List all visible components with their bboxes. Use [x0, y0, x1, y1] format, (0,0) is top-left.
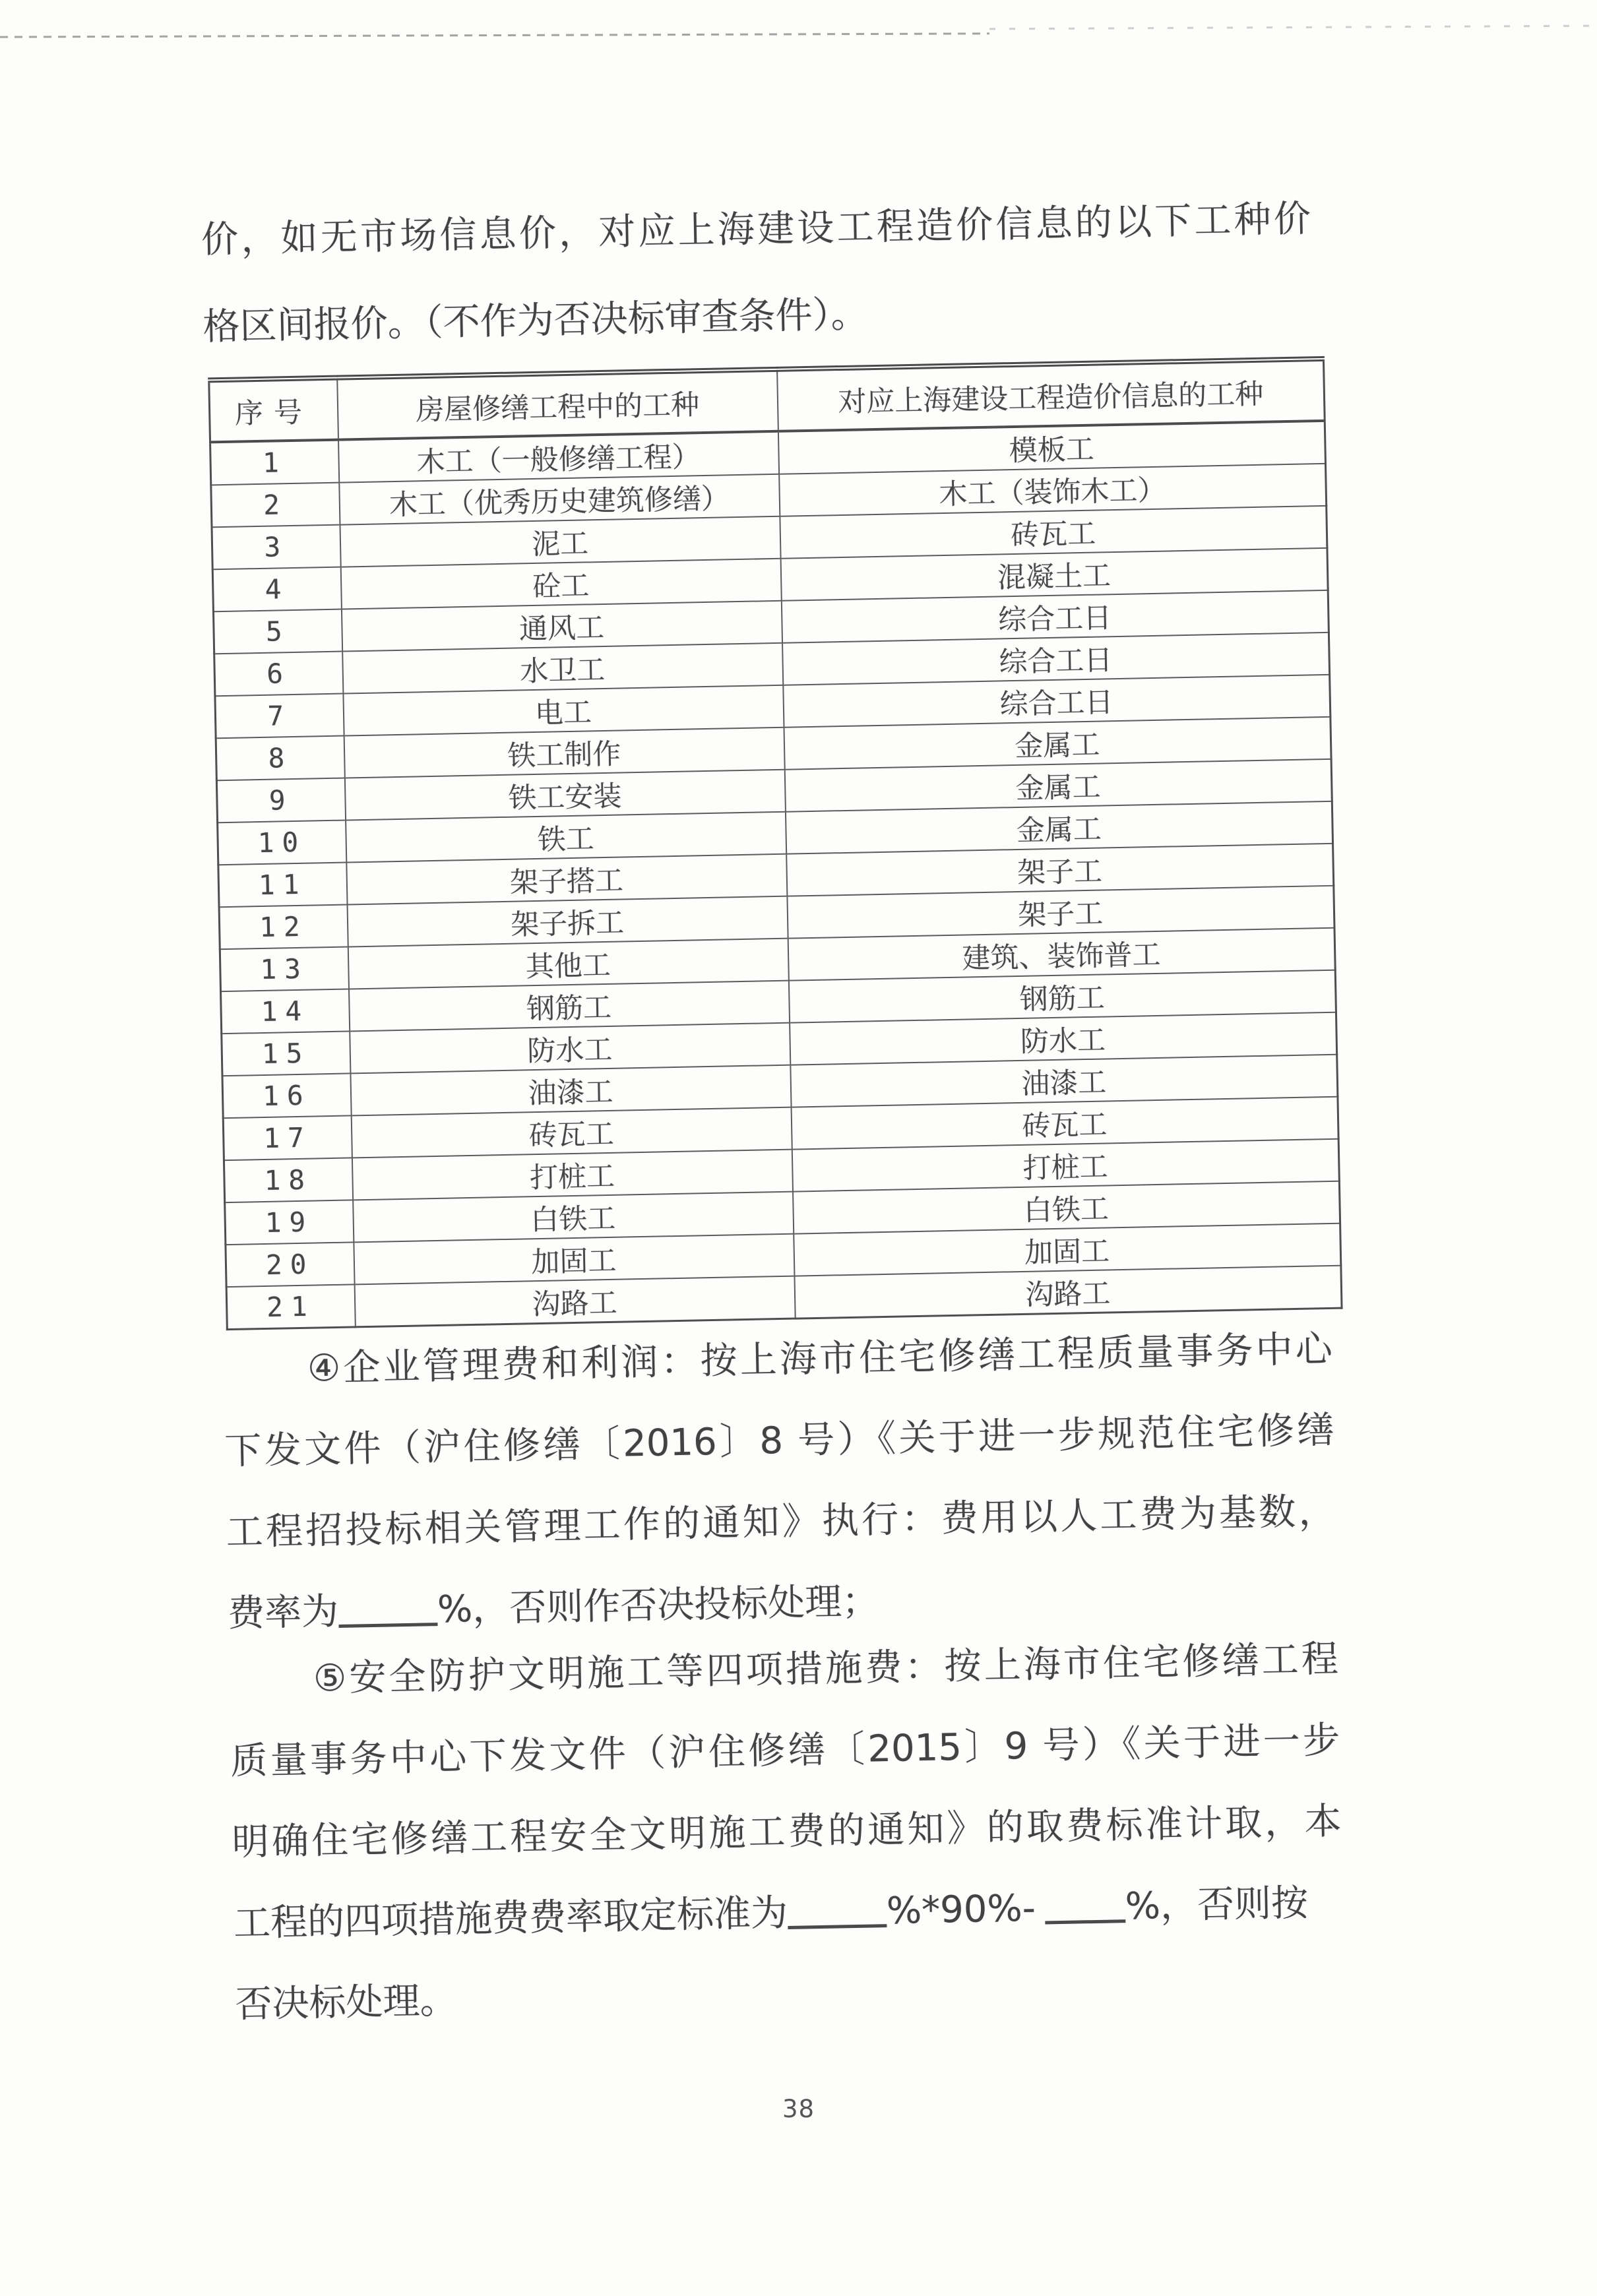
trade-mapping-table — [208, 356, 1342, 1330]
cost-info-trade-cell: 架子工 — [786, 844, 1334, 896]
repair-trade-cell: 砖瓦工 — [351, 1107, 792, 1158]
repair-trade-cell: 砼工 — [340, 559, 781, 609]
row-number: 6 — [214, 652, 343, 697]
repair-trade-cell: 水卫工 — [342, 643, 783, 694]
row-number: 21 — [226, 1284, 355, 1329]
row-number: 16 — [222, 1073, 351, 1118]
row-number: 13 — [220, 946, 348, 991]
repair-trade-cell: 木工（优秀历史建筑修缮） — [339, 474, 780, 525]
para5-line-2: 质量事务中心下发文件（沪住修缮〔2015〕9 号）《关于进一步 — [230, 1718, 1340, 1784]
row-number: 15 — [222, 1031, 350, 1076]
row-number: 3 — [212, 525, 340, 570]
cost-info-trade-cell: 砖瓦工 — [791, 1097, 1338, 1150]
repair-trade-cell: 加固工 — [354, 1234, 794, 1285]
paragraph-4 — [222, 1309, 1338, 1654]
para5-line4-pre: 工程的四项措施费费率取定标准为 — [233, 1891, 788, 1946]
repair-trade-cell: 打桩工 — [352, 1150, 792, 1200]
repair-trade-cell: 泥工 — [340, 516, 780, 567]
repair-trade-cell: 其他工 — [348, 939, 788, 989]
row-number: 4 — [212, 567, 341, 612]
repair-trade-cell: 电工 — [343, 685, 784, 736]
cost-info-trade-cell: 沟路工 — [794, 1266, 1342, 1319]
row-number: 14 — [221, 989, 350, 1034]
fill-in-blank-measure-rate-2 — [1044, 1885, 1125, 1924]
intro-line-2: 格区间报价。（不作为否决标审查条件）。 — [203, 293, 869, 349]
repair-trade-cell: 防水工 — [350, 1023, 790, 1074]
intro-paragraph — [201, 175, 1313, 371]
row-number: 19 — [225, 1200, 354, 1245]
cost-info-trade-cell: 白铁工 — [793, 1181, 1340, 1234]
repair-trade-cell: 铁工 — [346, 812, 786, 863]
repair-trade-cell: 架子拆工 — [347, 896, 788, 947]
para5-line-1: ⑤安全防护文明施工等四项措施费：按上海市住宅修缮工程 — [313, 1637, 1339, 1700]
header-seq-number: 序号 — [209, 378, 338, 443]
cost-info-trade-cell: 木工（装饰木工） — [779, 464, 1327, 516]
repair-trade-cell: 白铁工 — [353, 1192, 794, 1243]
cost-info-trade-cell: 综合工日 — [781, 590, 1329, 643]
para4-line-2: 下发文件（沪住修缮〔2016〕8 号）《关于进一步规范住宅修缮 — [224, 1408, 1334, 1474]
row-number: 8 — [216, 736, 344, 781]
header-repair-trade: 房屋修缮工程中的工种 — [337, 369, 778, 440]
repair-trade-cell: 铁工安装 — [344, 770, 785, 821]
cost-info-trade-cell: 金属工 — [785, 801, 1332, 854]
repair-trade-cell: 通风工 — [341, 601, 782, 652]
row-number: 1 — [210, 440, 339, 485]
cost-info-trade-cell: 金属工 — [784, 759, 1332, 812]
repair-trade-cell: 钢筋工 — [348, 981, 789, 1032]
trade-table-body — [210, 421, 1342, 1330]
repair-trade-cell: 架子搭工 — [346, 854, 787, 905]
row-number: 17 — [223, 1115, 352, 1160]
row-number: 5 — [213, 609, 342, 654]
cost-info-trade-cell: 模板工 — [778, 421, 1325, 474]
fill-in-blank-measure-rate-1 — [787, 1890, 887, 1929]
para4-line4-post: %，否则作否决投标处理； — [437, 1580, 879, 1632]
para5-line-3: 明确住宅修缮工程安全文明施工费的通知》的取费标准计取，本 — [232, 1799, 1342, 1865]
para5-line4-mid: %*90%- — [886, 1886, 1036, 1933]
row-number: 2 — [211, 483, 340, 528]
para4-line-1: ④企业管理费和利润：按上海市住宅修缮工程质量事务中心 — [307, 1327, 1333, 1390]
para5-line-5: 否决标处理。 — [234, 1979, 458, 2027]
cost-info-trade-cell: 综合工日 — [782, 633, 1330, 685]
row-number: 9 — [216, 778, 345, 823]
para4-line4-pre: 费率为 — [227, 1590, 339, 1636]
cost-info-trade-cell: 油漆工 — [790, 1055, 1338, 1107]
row-number: 7 — [215, 694, 344, 739]
cost-info-trade-cell: 加固工 — [794, 1224, 1341, 1276]
intro-line-1: 价，如无市场信息价，对应上海建设工程造价信息的以下工种价 — [201, 197, 1311, 262]
row-number: 11 — [218, 863, 347, 908]
header-cost-info-trade: 对应上海建设工程造价信息的工种 — [777, 359, 1325, 431]
cost-info-trade-cell: 架子工 — [787, 886, 1334, 939]
cost-info-trade-cell: 打桩工 — [792, 1139, 1339, 1192]
repair-trade-cell: 木工（一般修缮工程） — [338, 431, 778, 483]
paragraph-5 — [228, 1619, 1345, 2045]
repair-trade-cell: 铁工制作 — [344, 728, 784, 778]
row-number: 12 — [219, 905, 348, 950]
row-number: 18 — [224, 1158, 352, 1202]
para4-line-3: 工程招投标相关管理工作的通知》执行：费用以人工费为基数， — [226, 1489, 1336, 1555]
repair-trade-cell: 油漆工 — [350, 1065, 791, 1116]
row-number: 10 — [218, 821, 346, 865]
cost-info-trade-cell: 综合工日 — [783, 675, 1331, 728]
cost-info-trade-cell: 混凝土工 — [780, 548, 1328, 601]
para5-line4-post: %，否则按 — [1125, 1881, 1309, 1929]
cost-info-trade-cell: 钢筋工 — [788, 970, 1336, 1023]
page-number: 38 — [782, 2095, 815, 2123]
row-number: 20 — [226, 1242, 354, 1287]
cost-info-trade-cell: 防水工 — [790, 1012, 1337, 1065]
fill-in-blank-rate — [338, 1588, 437, 1628]
repair-trade-cell: 沟路工 — [354, 1276, 795, 1327]
cost-info-trade-cell: 建筑、装饰普工 — [788, 928, 1335, 981]
cost-info-trade-cell: 砖瓦工 — [780, 506, 1327, 559]
cost-info-trade-cell: 金属工 — [784, 717, 1331, 770]
